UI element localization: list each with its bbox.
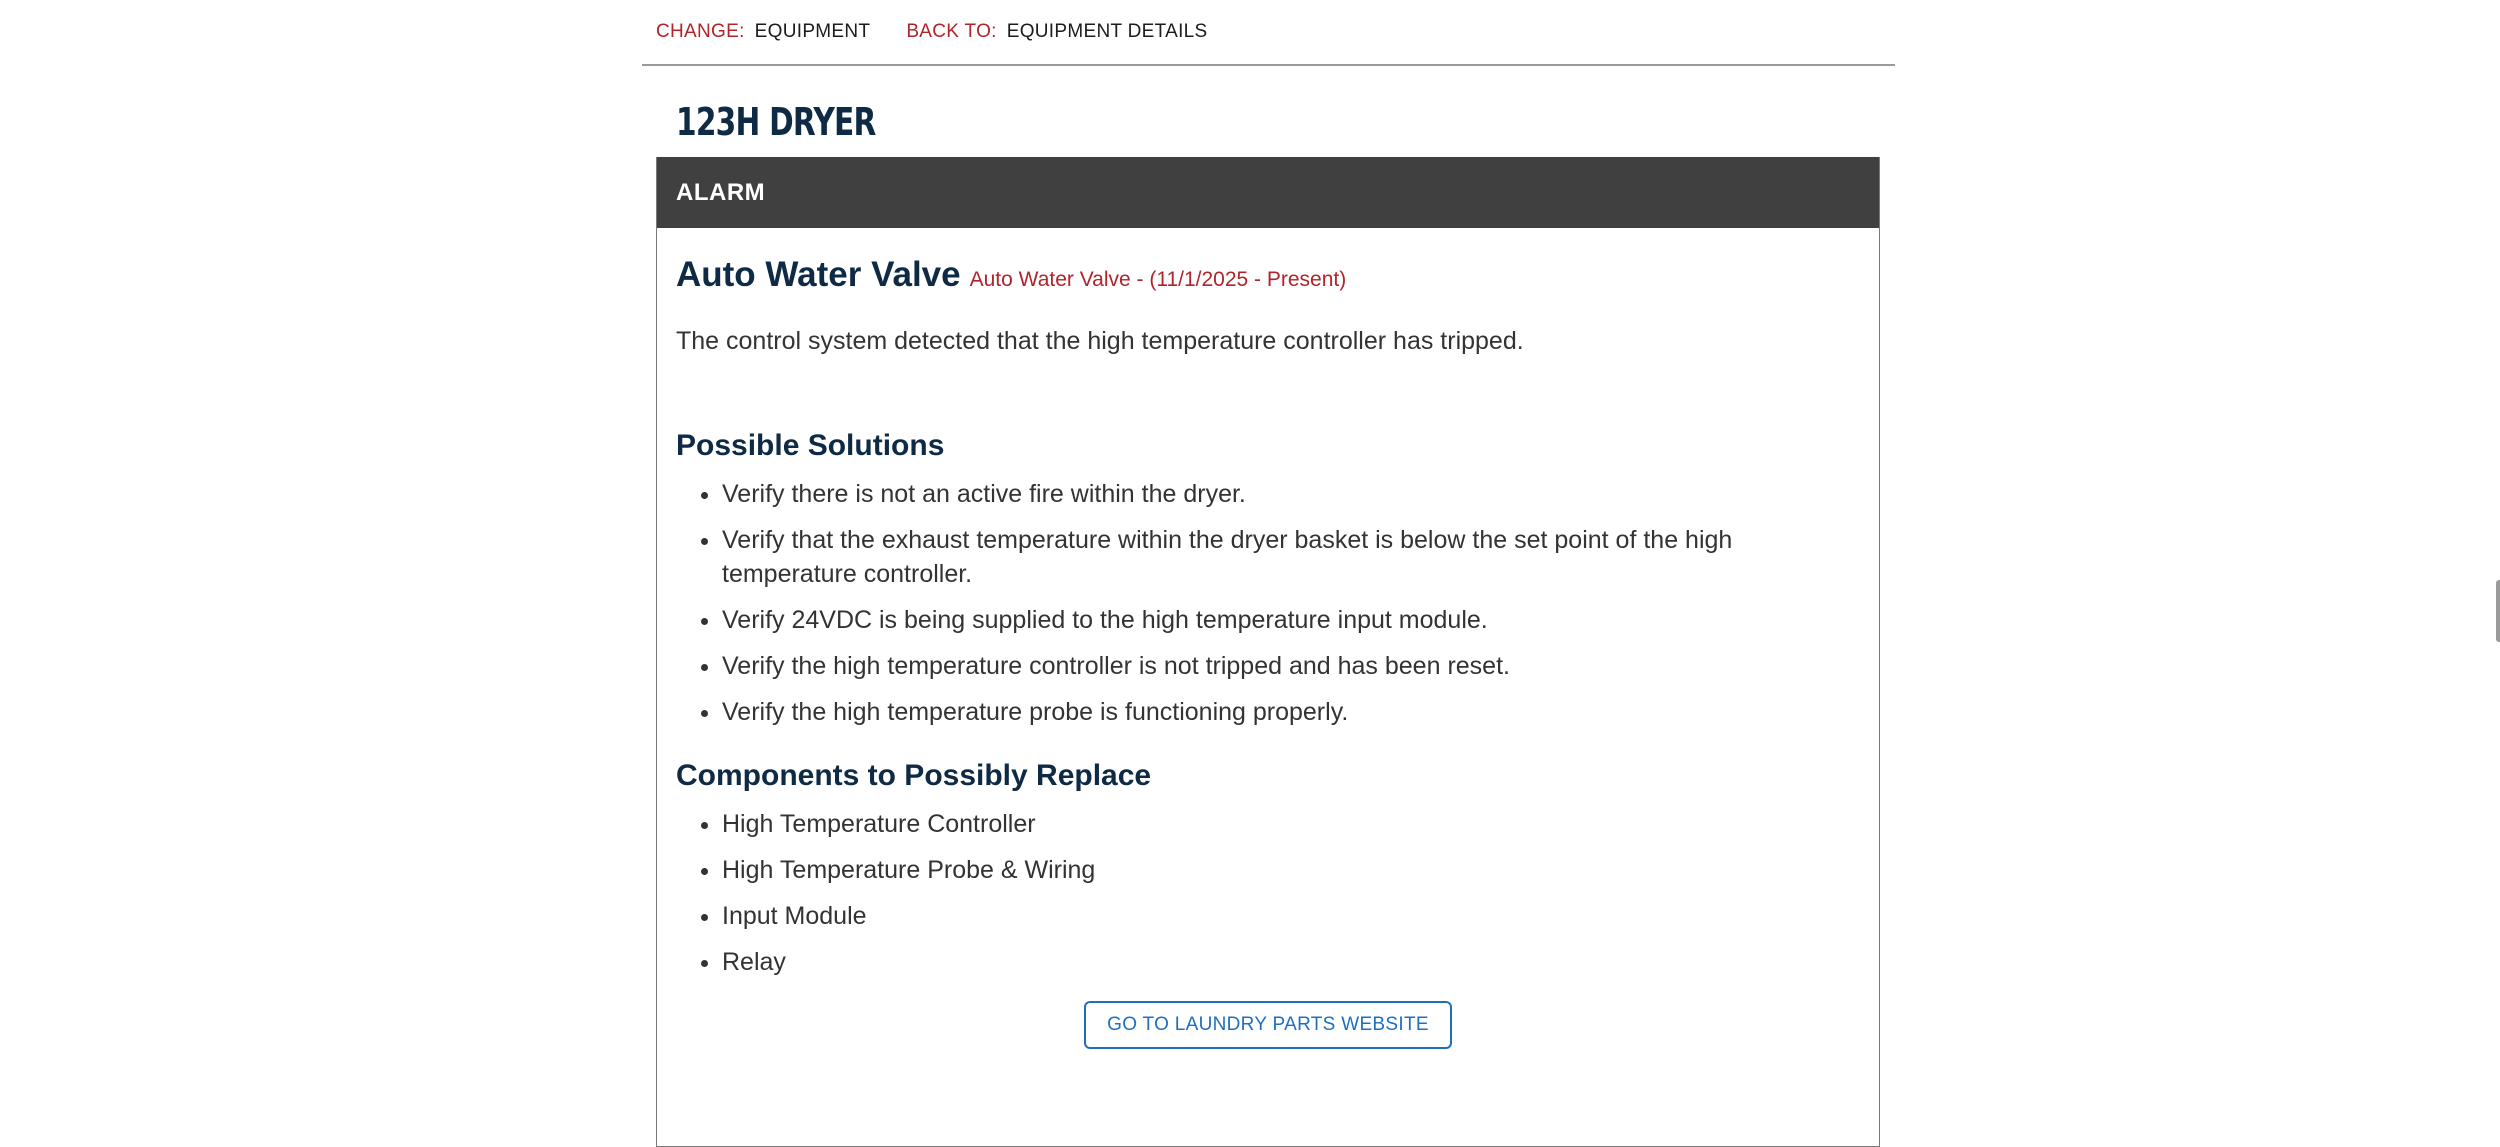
component-item: • High Temperature Probe & Wiring (722, 853, 1860, 887)
component-item: • High Temperature Controller (722, 807, 1860, 841)
back-group (906, 21, 1207, 43)
alarm-date-range: Auto Water Valve - (11/1/2025 - Present) (969, 268, 1347, 291)
alarm-title-line (676, 255, 1860, 295)
alarm-description: The control system detected that the high temperature controller has tripped. (676, 327, 1524, 355)
page-title: 123H DRYER (676, 100, 876, 144)
button-wrapper (676, 1001, 1860, 1049)
back-label: BACK TO: (906, 21, 997, 42)
solution-item: • Verify the high temperature controller is not tripped and has been reset. (722, 649, 1860, 683)
solution-item: • Verify the high temperature probe is functioning properly. (722, 695, 1860, 729)
alarm-panel-body (657, 255, 1879, 1049)
back-equipment-details-link[interactable]: EQUIPMENT DETAILS (1006, 21, 1208, 42)
side-edge-tab[interactable] (2496, 580, 2500, 642)
change-label: CHANGE: (656, 21, 745, 42)
alarm-panel-header: ALARM (657, 157, 1879, 228)
component-item: • Relay (722, 945, 1860, 979)
page-container (642, 0, 1895, 1035)
solutions-heading: Possible Solutions (676, 429, 945, 462)
components-heading: Components to Possibly Replace (676, 759, 1152, 792)
solution-item: • Verify 24VDC is being supplied to the high temperature input module. (722, 603, 1860, 637)
solutions-list (676, 477, 1860, 729)
change-equipment-link[interactable]: EQUIPMENT (754, 21, 871, 42)
alarm-panel (656, 157, 1880, 1147)
laundry-parts-website-button[interactable]: GO TO LAUNDRY PARTS WEBSITE (1084, 1001, 1452, 1049)
solution-item: • Verify that the exhaust temperature within the dryer basket is below the set point of the high temperature controller. (722, 523, 1860, 591)
solution-item: • Verify there is not an active fire within the dryer. (722, 477, 1860, 511)
alarm-name: Auto Water Valve (676, 255, 961, 294)
change-group (656, 21, 870, 43)
component-item: • Input Module (722, 899, 1860, 933)
top-navigation (642, 0, 1895, 66)
components-list (676, 807, 1860, 979)
